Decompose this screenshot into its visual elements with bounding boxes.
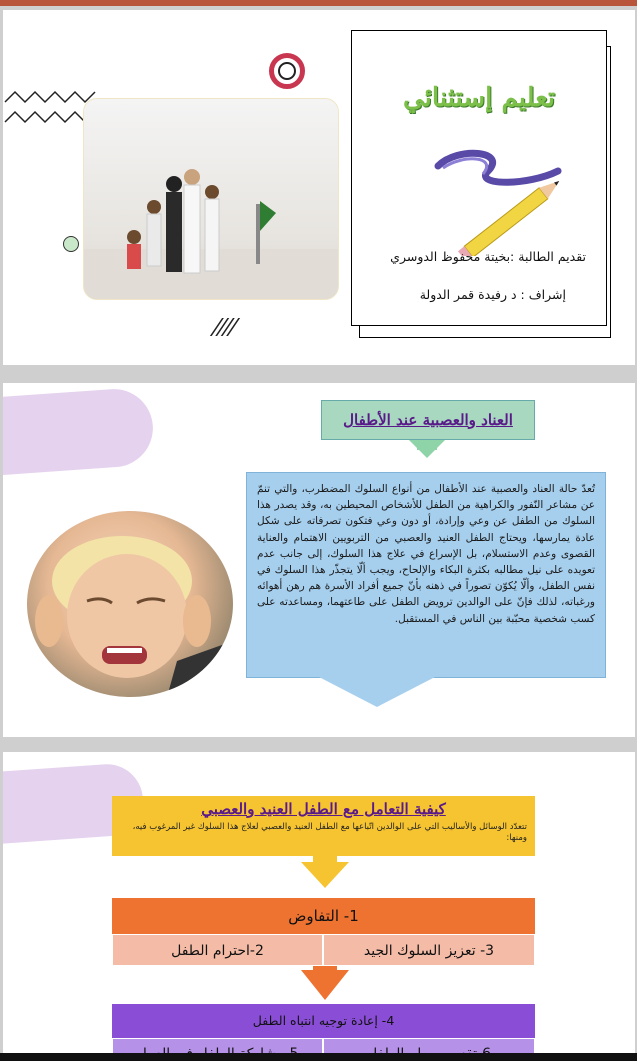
item-respect-child: 2-احترام الطفل [112, 934, 323, 966]
down-arrow-icon [409, 440, 445, 458]
pencil-illustration [418, 126, 588, 256]
presenter-text: تقديم الطالبة :بخيتة محفوظ الدوسري [390, 249, 586, 264]
down-arrow-icon [301, 862, 349, 888]
title-card [351, 30, 607, 326]
slide-title [3, 10, 635, 365]
slide-stubbornness [3, 383, 635, 737]
slide3-heading: كيفية التعامل مع الطفل العنيد والعصبي [201, 800, 446, 818]
supervisor-text: إشراف : د رفيدة قمر الدولة [419, 287, 566, 302]
hash-decoration: //// [208, 315, 240, 340]
item-redirect-attention: 4- إعادة توجيه انتباه الطفل [112, 1004, 535, 1038]
top-bar [0, 0, 637, 6]
slide2-paragraph: تُعدّ حالة العناد والعصبية عند الأطفال من أنواع السلوك المضطرب، والتي تنمّ عن مشاعر النّفور والكراهية من الطفل للأشخاص المحيطين به، وقد يصدر هذا السلوك من الطفل عن وعي وإرادة، أو دون وعي فتكون تصرفاته على شكل عادة يمارسها، ويحتاج الطفل العنيد والعصبي من التربويين الاهتمام والعناية القصوى وعدم الاستسلام، بل الإسراع في علاج هذا السلوك، إلى جانب عدم تعويده على نيل مطالبه بكثرة البكاء والإلحاح، ويجب ألّا يتجذّر هذا السلوك في نفس الطفل، وألّا يُكوّن تصوراً في ذهنه بأنّ جميع أفراد الأسرة هم رهن أهوائه ورغباته، لذلك فإنّ على الوالدين ترويض الطفل على طاعتهما، ومساعدته على كسب شخصية محبّبة بين الناس في المستقبل. [246, 472, 606, 678]
slide3-subheading: تتعدّد الوسائل والأساليب التي على الوالدين اتّباعها مع الطفل العنيد والعصبي لعلاج هذا السلوك غير المرغوب فيه، ومنها: [132, 822, 527, 843]
title-text: تعليم إستثنائي [403, 83, 555, 113]
slide2-heading: العناد والعصبية عند الأطفال [321, 400, 535, 440]
ring-decoration [269, 53, 305, 89]
item-reinforce-behavior: 3- تعزيز السلوك الجيد [323, 934, 535, 966]
slide-dealing [3, 752, 635, 1061]
bottom-bar [0, 1053, 637, 1061]
circle-decoration [63, 236, 79, 252]
child-image [27, 511, 233, 697]
family-image [83, 98, 339, 300]
lilac-brush-decoration [3, 386, 155, 477]
down-arrow-icon [301, 970, 349, 1000]
callout-pointer [319, 677, 435, 707]
item-negotiation: 1- التفاوض [112, 898, 535, 934]
slide3-header [112, 796, 535, 856]
